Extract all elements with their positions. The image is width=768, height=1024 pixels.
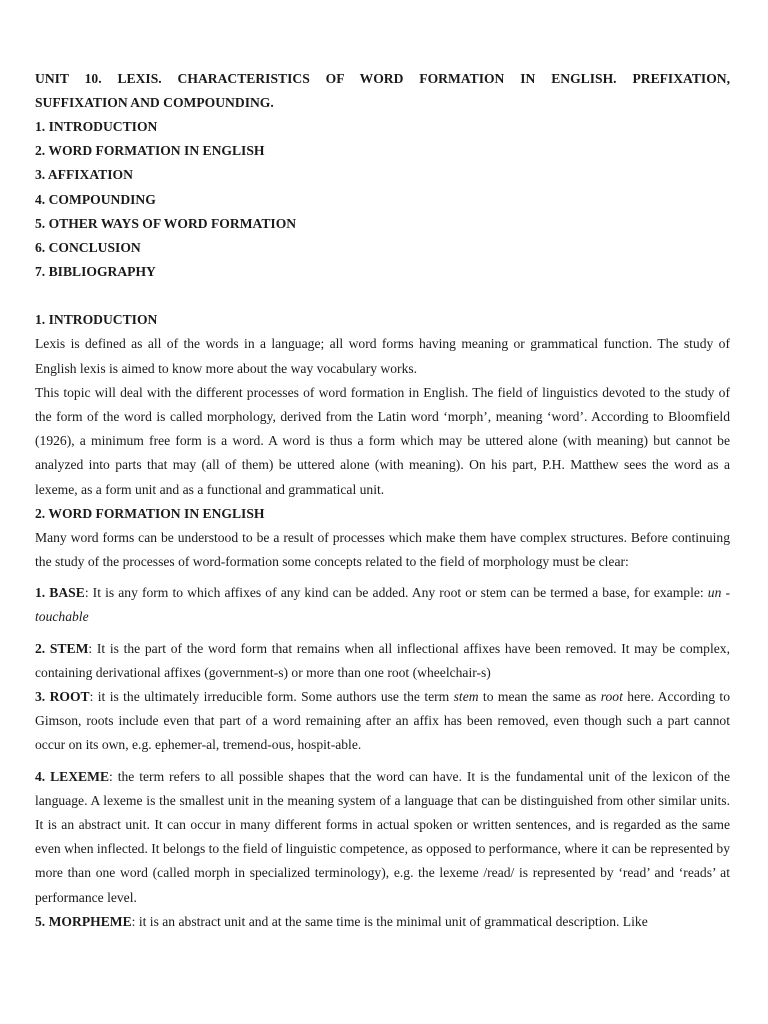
toc-item: 1. INTRODUCTION: [35, 119, 158, 134]
paragraph: Lexis is defined as all of the words in a language; all word forms having meaning or grammatical function. The study of English lexis is aimed to know more about the way vocabulary works.: [35, 336, 730, 376]
toc-item: 5. OTHER WAYS OF WORD FORMATION: [35, 215, 297, 231]
definition-lexeme: [35, 765, 730, 910]
term-label: 5. MORPHEME: [35, 913, 132, 929]
emphasis-text: root: [600, 689, 623, 705]
definition-morpheme: [35, 910, 730, 934]
definition-text: to mean the same as: [478, 689, 601, 705]
paragraph: Many word forms can be understood to be a result of processes which make them have complex structures. Before continuing the study of the processes of word-formation some concepts related to the field of morphology must be clear:: [35, 529, 730, 570]
example-text: un -touchable: [35, 585, 730, 625]
section-heading-word-formation: 2. WORD FORMATION IN ENGLISH: [35, 505, 265, 521]
definition-stem: [35, 637, 730, 685]
definition-text: : it is an abstract unit and at the same time is the minimal unit of grammatical description. Like: [131, 913, 648, 929]
unit-title-line-2: SUFFIXATION AND COMPOUNDING.: [35, 95, 274, 110]
toc-item: 4. COMPOUNDING: [35, 191, 156, 207]
paragraph: This topic will deal with the different processes of word formation in English. The field of linguistics devoted to the study of the form of the word is called morphology, derived from the Latin word ‘morph’, meaning ‘word’. According to Bloomfield (1926), a minimum free form is a word. A word is thus a form which may be uttered alone (with meaning) but cannot be analyzed into parts that may (all of them) be uttered alone (with meaning). On his part, P.H. Matthew sees the word as a lexeme, as a form unit and as a functional and grammatical unit.: [35, 384, 730, 497]
unit-title: [35, 67, 730, 115]
definition-root: [35, 685, 730, 758]
definition-text: here. According to Gimson, roots include even that part of a word remaining after an affix has been removed, even though such a part cannot occur on its own, e.g. ephemer-al, tremend-ous, hospit-able.: [35, 689, 731, 753]
toc-item: 3. AFFIXATION: [35, 167, 133, 183]
definition-text: : It is any form to which affixes of any kind can be added. Any root or stem can be termed a base, for example:: [84, 585, 708, 601]
unit-title-line-1: UNIT 10. LEXIS. CHARACTERISTICS OF WORD FORMATION IN ENGLISH. PREFIXATION,: [35, 71, 730, 86]
emphasis-text: stem: [453, 689, 479, 705]
definition-text: : the term refers to all possible shapes that the word can have. It is the fundamental unit of the lexicon of the language. A lexeme is the smallest unit in the meaning system of a language that can be distinguished from other similar units. It is an abstract unit. It can occur in many different forms in actual spoken or written sentences, and is regarded as the same even when inflected. It belongs to the field of linguistic competence, as opposed to performance, where it can be represented by more than one word (called morph in specialized terminology), e.g. the lexeme /read/ is represented by ‘read’ and ‘reads’ at performance level.: [35, 768, 730, 905]
toc-item: 7. BIBLIOGRAPHY: [35, 264, 156, 280]
table-of-contents: [35, 115, 730, 284]
spacer: [35, 284, 730, 308]
toc-item: 2. WORD FORMATION IN ENGLISH: [35, 143, 265, 159]
definition-text: : It is the part of the word form that remains when all inflectional affixes have been removed. It may be complex, containing derivational affixes (government-s) or more than one root (wheelchair-s): [35, 640, 730, 680]
section-heading-introduction: 1. INTRODUCTION: [35, 312, 158, 328]
toc-item: 6. CONCLUSION: [35, 240, 141, 256]
term-label: 1. BASE: [35, 585, 85, 601]
term-label: 3. ROOT: [35, 689, 90, 705]
term-label: 4. LEXEME: [35, 768, 110, 784]
definition-text: : it is the ultimately irreducible form. Some authors use the term: [89, 689, 454, 705]
term-label: 2. STEM: [35, 640, 89, 656]
definition-base: [35, 581, 730, 629]
